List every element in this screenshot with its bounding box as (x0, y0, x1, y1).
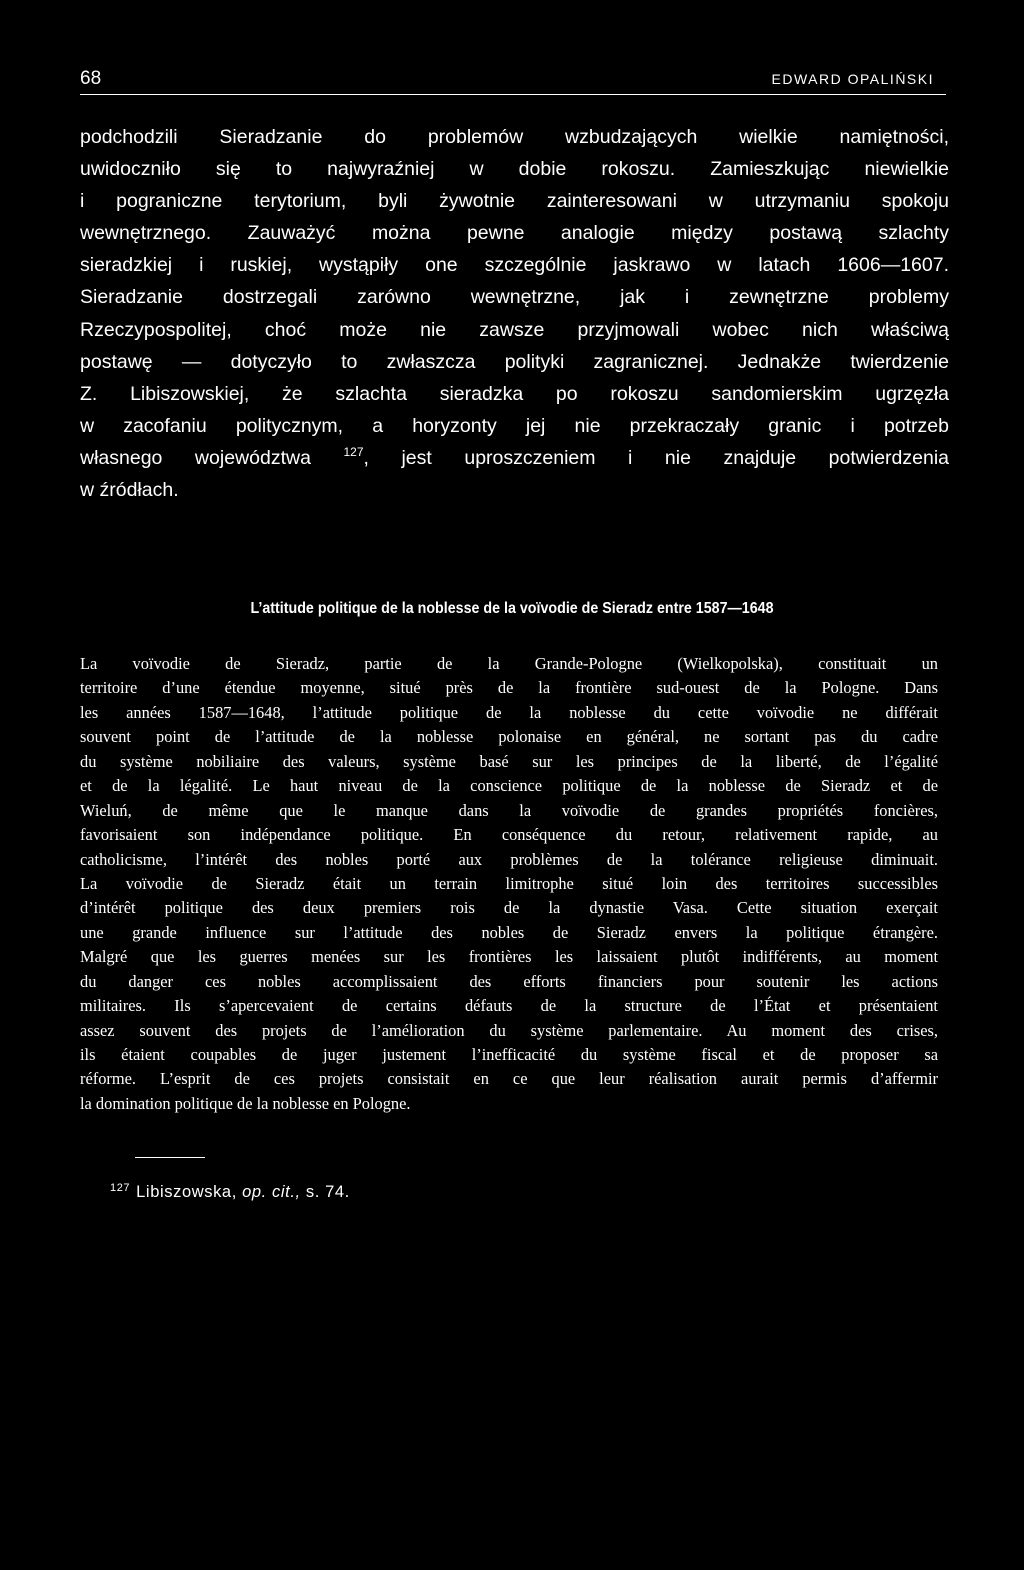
header-rule (80, 94, 946, 95)
text-line: du danger ces nobles accomplissaient des efforts financiers pour soutenir les actions (80, 971, 938, 991)
footnote-reference: 127 (343, 444, 364, 459)
summary-paragraph (80, 652, 938, 1116)
polish-paragraph (80, 121, 949, 506)
text-line: du système nobiliaire des valeurs, système basé sur les principes de la liberté, de l’égalité (80, 751, 938, 771)
text-line: wewnętrznego. Zauważyć można pewne analogie między postawą szlachty (80, 222, 949, 245)
text-line: Z. Libiszowskiej, że szlachta sieradzka po rokoszu sandomierskim ugrzęzła (80, 382, 949, 405)
text-line: Malgré que les guerres menées sur les frontières les laissaient plutôt indifférents, au moment (80, 947, 938, 967)
text-line: une grande influence sur l’attitude des nobles de Sieradz envers la politique étrangère. (80, 922, 938, 942)
footnote (110, 1181, 350, 1203)
text-line: réforme. L’esprit de ces projets consistait en ce que leur réalisation aurait permis d’affermir (80, 1069, 938, 1089)
text-line: La voïvodie de Sieradz, partie de la Grande-Pologne (Wielkopolska), constituait un (80, 654, 938, 673)
text-line: uwidoczniło się to najwyraźniej w dobie rokoszu. Zamieszkując niewielkie (80, 158, 949, 181)
footnote-work: op. cit., (242, 1183, 301, 1201)
running-head: EDWARD OPALIŃSKI (771, 71, 934, 87)
footnote-author: Libiszowska, (136, 1183, 237, 1201)
text-line: militaires. Ils s’apercevaient de certains défauts de la structure de l’État et présentaient (80, 996, 938, 1016)
text-fragment: własnego województwa (80, 446, 311, 469)
text-line: et de la légalité. Le haut niveau de la conscience politique de la noblesse de Sieradz et de (80, 776, 938, 796)
text-line: favorisaient son indépendance politique. En conséquence du retour, relativement rapide, au (80, 825, 938, 845)
footnote-page: s. 74. (305, 1183, 350, 1201)
text-line: i pograniczne terytorium, byli żywotnie zainteresowani w utrzymaniu spokoju (80, 190, 949, 213)
footnote-rule (135, 1157, 205, 1158)
text-line: ils étaient coupables de juger justement l’inefficacité du système fiscal et de proposer sa (80, 1045, 938, 1064)
text-line: les années 1587—1648, l’attitude politique de la noblesse du cette voïvodie ne différait (80, 702, 938, 722)
text-line-with-footnote (80, 442, 949, 474)
text-line: catholicisme, l’intérêt des nobles porté aux problèmes de la tolérance religieuse diminuait. (80, 849, 938, 869)
text-line: la domination politique de la noblesse en Pologne. (80, 1093, 411, 1113)
text-fragment: , jest uproszczeniem i nie znajduje potwierdzenia (363, 446, 949, 469)
summary-title: L’attitude politique de la noblesse de la voïvodie de Sieradz entre 1587—1648 (250, 600, 774, 617)
text-line: Rzeczypospolitej, choć może nie zawsze przyjmowali wobec nich właściwą (80, 318, 949, 341)
text-line: Sieradzanie dostrzegali zarówno wewnętrzne, jak i zewnętrzne problemy (80, 286, 949, 309)
footnote-number: 127 (110, 1182, 131, 1194)
text-line: sieradzkiej i ruskiej, wystąpiły one szczególnie jaskrawo w latach 1606—1607. (80, 254, 949, 277)
text-line: La voïvodie de Sieradz était un terrain limitrophe situé loin des territoires successibles (80, 873, 938, 893)
text-line: podchodzili Sieradzanie do problemów wzbudzających wielkie namiętności, (80, 126, 949, 148)
text-line: territoire d’une étendue moyenne, situé près de la frontière sud-ouest de la Pologne. Dans (80, 678, 938, 698)
page-header (80, 66, 946, 96)
text-line: d’intérêt politique des deux premiers rois de la dynastie Vasa. Cette situation exerçait (80, 898, 938, 918)
text-line: postawę — dotyczyło to zwłaszcza polityki zagranicznej. Jednakże twierdzenie (80, 350, 949, 373)
text-line: Wieluń, de même que le manque dans la voïvodie de grandes propriétés foncières, (80, 800, 938, 820)
page-number: 68 (80, 68, 102, 89)
text-line: assez souvent des projets de l’amélioration du système parlementaire. Au moment des crises, (80, 1020, 938, 1040)
text-line: w zacofaniu politycznym, a horyzonty jej nie przekraczały granic i potrzeb (80, 414, 949, 437)
text-line: w źródłach. (80, 479, 179, 502)
text-line: souvent point de l’attitude de la noblesse polonaise en général, ne sortant pas du cadre (80, 727, 938, 747)
